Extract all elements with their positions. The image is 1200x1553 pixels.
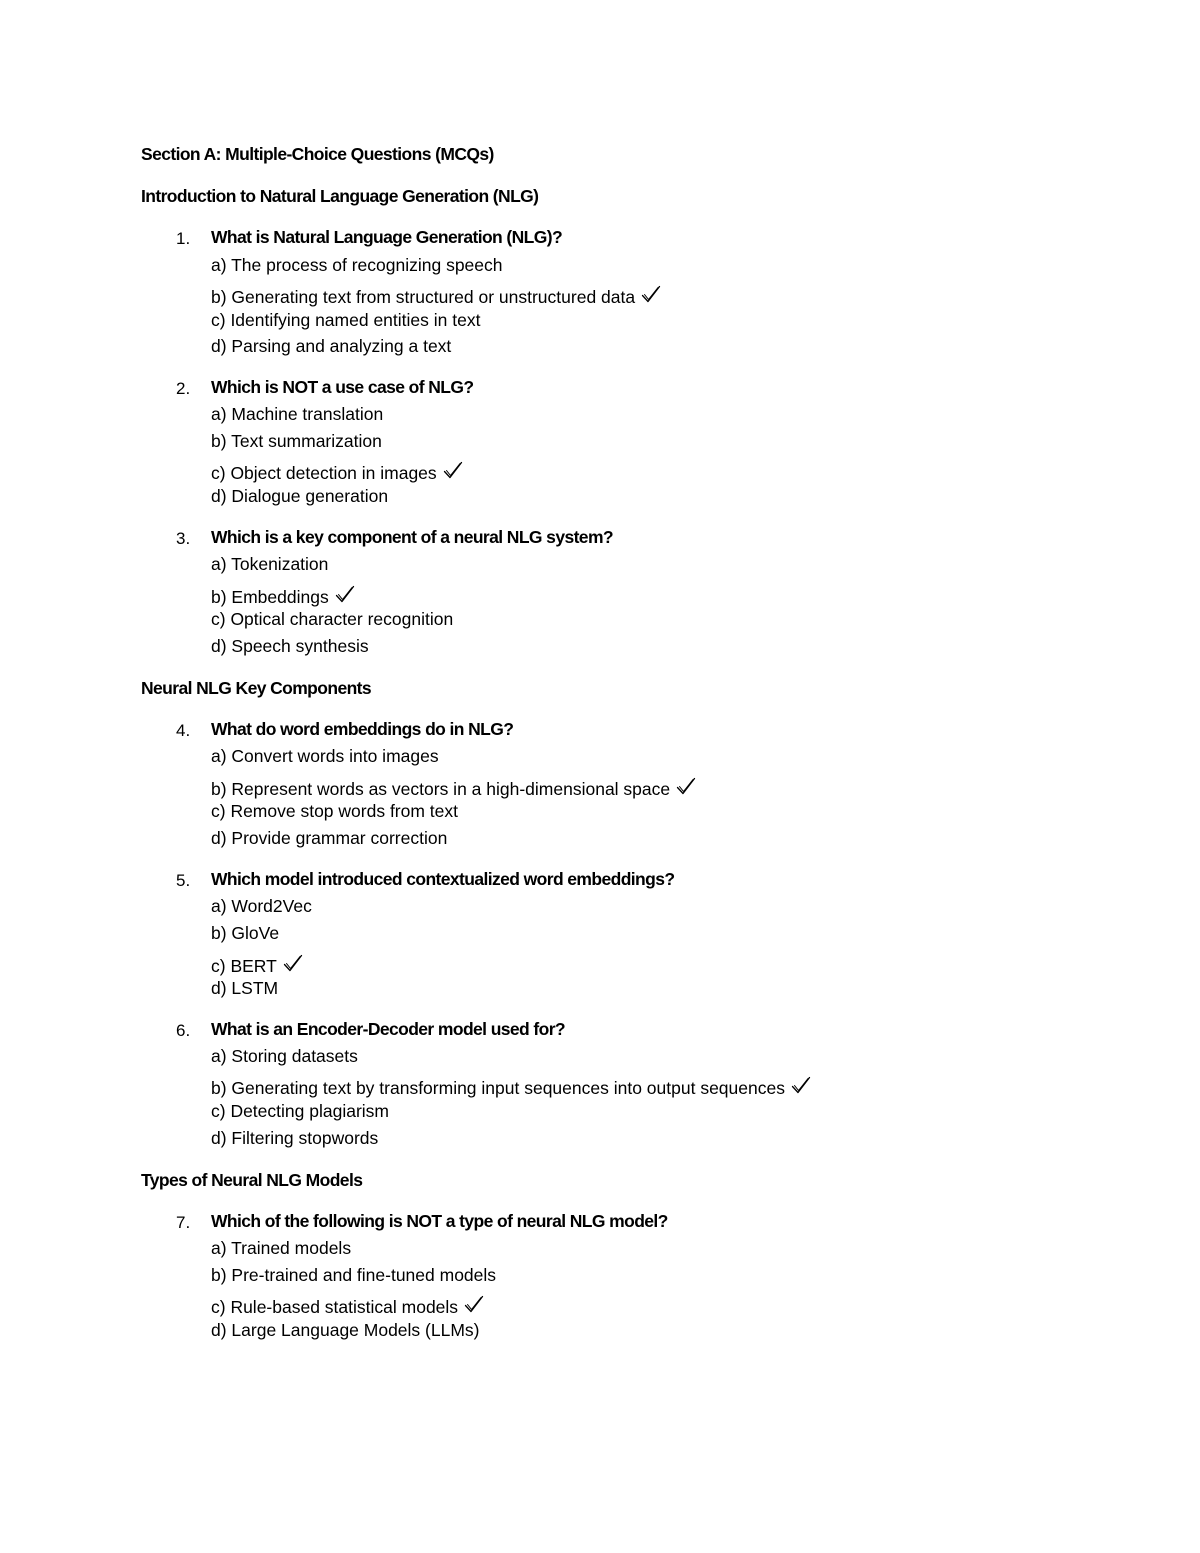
answer-option-text: b) Generating text from structured or unstructured data [211, 287, 636, 307]
answer-option-text: b) GloVe [211, 923, 280, 943]
answer-option [211, 406, 383, 424]
question-number: 1. [176, 229, 191, 248]
answer-option [211, 433, 382, 451]
question-number: 5. [176, 871, 191, 890]
answer-option [211, 1103, 389, 1121]
answer-option-text: d) Dialogue generation [211, 486, 389, 506]
question-number: 4. [176, 721, 191, 740]
answer-option [211, 312, 480, 330]
check-mark-icon [464, 1295, 484, 1315]
answer-option-text: c) Identifying named entities in text [211, 310, 481, 330]
answer-option [211, 611, 453, 629]
check-mark-icon [443, 461, 463, 481]
answer-option-text: c) Rule-based statistical models [211, 1297, 459, 1317]
question-number: 6. [176, 1021, 191, 1040]
subsection-title: Types of Neural NLG Models [141, 1170, 363, 1190]
answer-option-text: b) Represent words as vectors in a high-dimensional space [211, 779, 671, 799]
answer-option [211, 285, 661, 307]
answer-option-text: a) The process of recognizing speech [211, 255, 503, 275]
question-number: 3. [176, 529, 191, 548]
answer-option [211, 556, 328, 574]
question-text: Which model introduced contextualized word embeddings? [211, 869, 675, 889]
question-text: Which is a key component of a neural NLG system? [211, 527, 613, 547]
answer-option-text: d) Provide grammar correction [211, 828, 448, 848]
answer-option [211, 748, 439, 766]
check-mark-icon [335, 585, 355, 605]
check-mark-icon [676, 777, 696, 797]
answer-option [211, 954, 303, 976]
answer-option-text: d) Large Language Models (LLMs) [211, 1320, 480, 1340]
question-text: What is an Encoder-Decoder model used for? [211, 1019, 566, 1039]
answer-option [211, 925, 279, 943]
question-text: What do word embeddings do in NLG? [211, 719, 514, 739]
answer-option-text: a) Word2Vec [211, 896, 312, 916]
answer-option-text: c) Object detection in images [211, 463, 437, 483]
answer-option-text: b) Pre-trained and fine-tuned models [211, 1265, 497, 1285]
answer-option [211, 1048, 358, 1066]
answer-option-text: a) Tokenization [211, 554, 329, 574]
answer-option-text: c) Detecting plagiarism [211, 1101, 389, 1121]
answer-option [211, 777, 696, 799]
answer-option [211, 257, 503, 275]
answer-option [211, 638, 369, 656]
question-text: Which of the following is NOT a type of neural NLG model? [211, 1211, 668, 1231]
answer-option [211, 1295, 484, 1317]
answer-option-text: a) Trained models [211, 1238, 352, 1258]
question-number: 7. [176, 1213, 191, 1232]
answer-option [211, 1076, 811, 1098]
answer-option-text: c) Remove stop words from text [211, 801, 459, 821]
answer-option-text: d) Parsing and analyzing a text [211, 336, 452, 356]
check-mark-icon [283, 954, 303, 974]
answer-option [211, 461, 463, 483]
answer-option [211, 585, 355, 607]
answer-option-text: b) Generating text by transforming input sequences into output sequences [211, 1078, 785, 1098]
answer-option-text: b) Embeddings [211, 587, 329, 607]
answer-option [211, 1240, 351, 1258]
answer-option-text: a) Machine translation [211, 404, 384, 424]
answer-option-text: d) Speech synthesis [211, 636, 369, 656]
check-mark-icon [791, 1076, 811, 1096]
answer-option [211, 980, 278, 998]
answer-option [211, 898, 312, 916]
question-number: 2. [176, 379, 191, 398]
answer-option-text: a) Storing datasets [211, 1046, 358, 1066]
answer-option [211, 338, 451, 356]
question-text: What is Natural Language Generation (NLG)? [211, 227, 563, 247]
answer-option [211, 488, 388, 506]
answer-option-text: a) Convert words into images [211, 746, 439, 766]
question-text: Which is NOT a use case of NLG? [211, 377, 474, 397]
answer-option-text: c) Optical character recognition [211, 609, 454, 629]
section-title: Section A: Multiple-Choice Questions (MCQs) [141, 144, 494, 164]
answer-option [211, 1322, 480, 1340]
answer-option [211, 1267, 496, 1285]
subsection-title: Introduction to Natural Language Generation (NLG) [141, 186, 539, 206]
answer-option-text: b) Text summarization [211, 431, 382, 451]
answer-option [211, 1130, 378, 1148]
answer-option-text: c) BERT [211, 956, 277, 976]
check-mark-icon [641, 285, 661, 305]
answer-option-text: d) Filtering stopwords [211, 1128, 379, 1148]
answer-option [211, 803, 458, 821]
answer-option-text: d) LSTM [211, 978, 279, 998]
subsection-title: Neural NLG Key Components [141, 678, 372, 698]
answer-option [211, 830, 447, 848]
